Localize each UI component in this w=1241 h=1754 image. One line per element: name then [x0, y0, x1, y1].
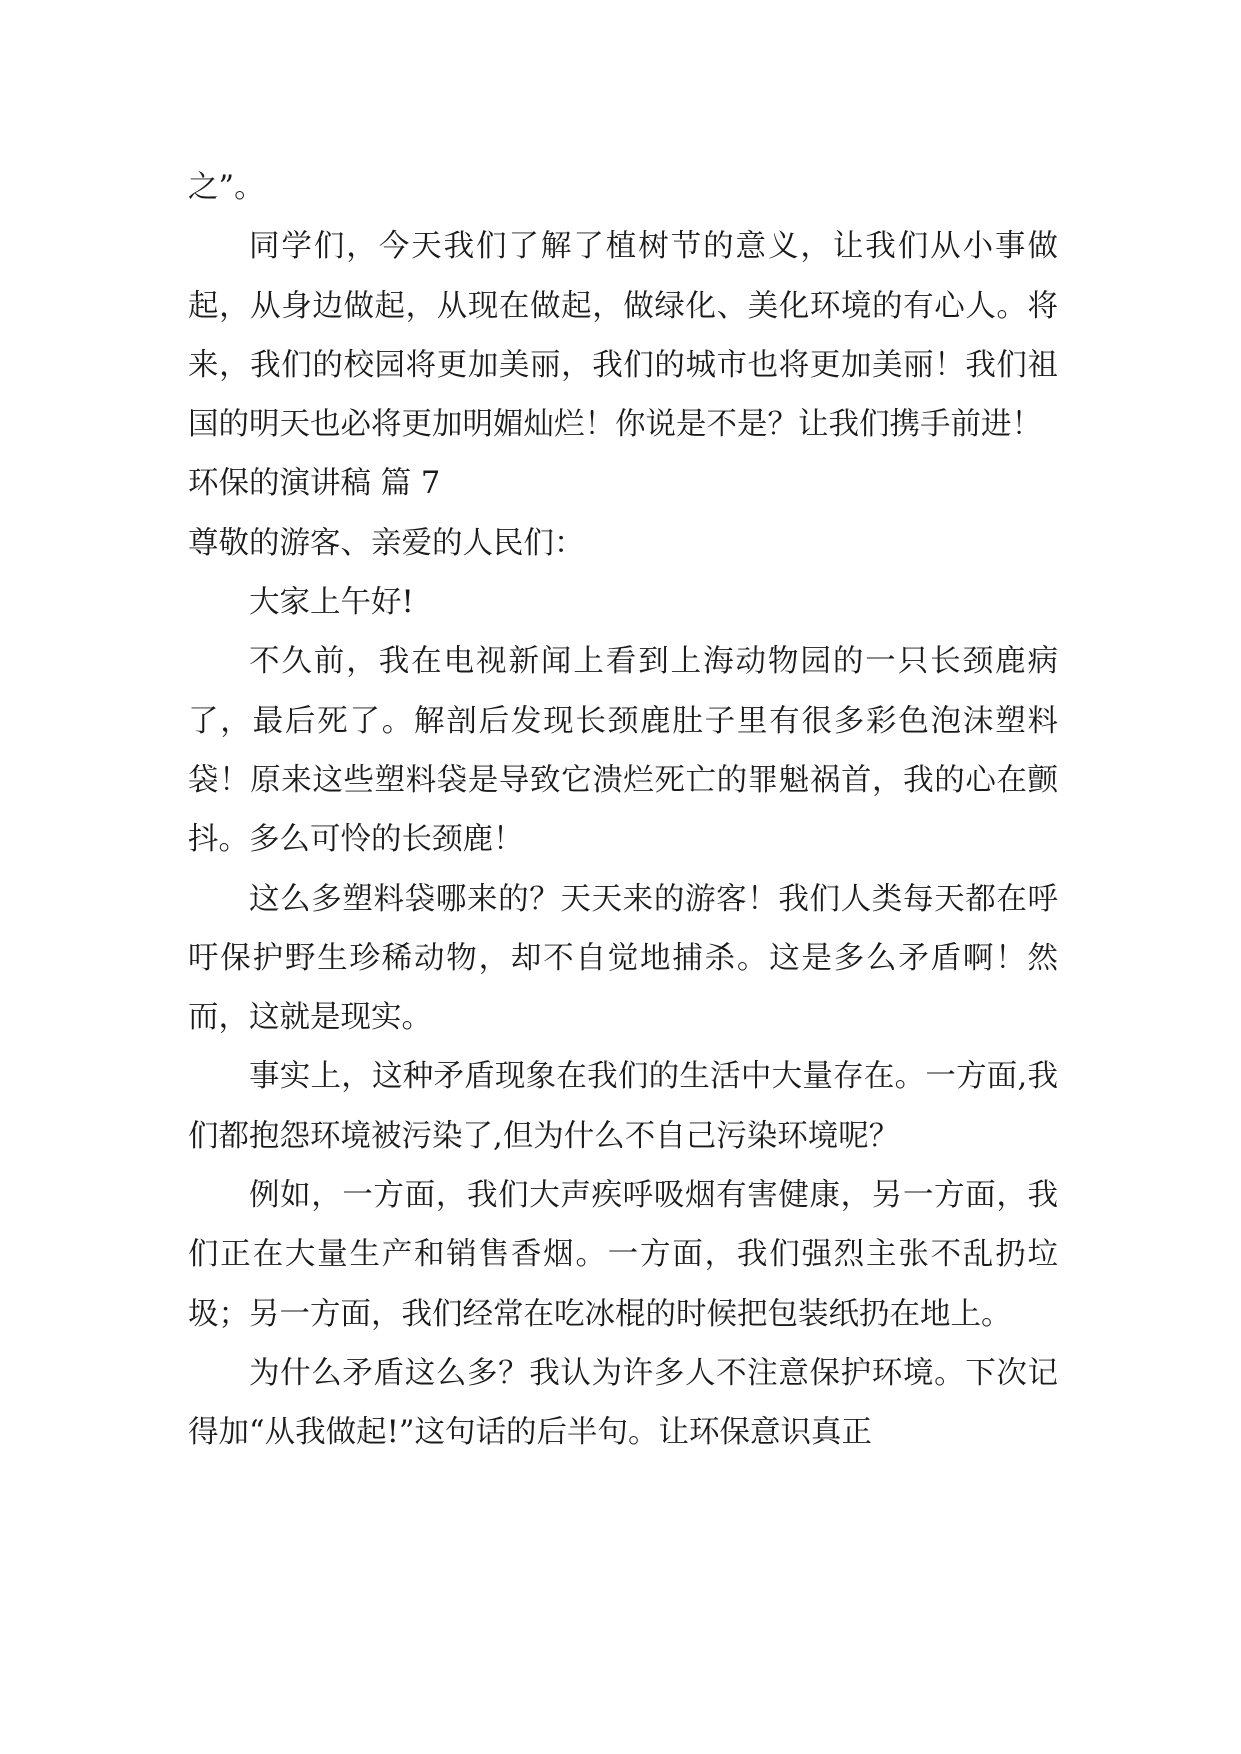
greeting: 大家上午好! — [249, 585, 414, 621]
paragraph-closing: 同学们，今天我们了解了植树节的意义，让我们从小事做起，从身边做起，从现在做起，做绿化、美化环境的有心人。将来，我们的校园将更加美丽，我们的城市也将更加美丽！我们祖国的明天也必将更加明媚灿烂！你说是不是？让我们携手前进！ — [188, 229, 1058, 443]
paragraph-continuation: 之”。 — [188, 170, 265, 205]
salutation: 尊敬的游客、亲爱的人民们： — [188, 525, 585, 561]
document-body — [188, 158, 1058, 1463]
paragraph-giraffe: 不久前，我在电视新闻上看到上海动物园的一只长颈鹿病了，最后死了。解剖后发现长颈鹿肚子里有很多彩色泡沫塑料袋！原来这些塑料袋是导致它溃烂死亡的罪魁祸首，我的心在颤抖。多么可怜的长颈鹿！ — [188, 644, 1058, 858]
paragraph-example: 例如，一方面，我们大声疾呼吸烟有害健康，另一方面，我们正在大量生产和销售香烟。一方面，我们强烈主张不乱扔垃圾；另一方面，我们经常在吃冰棍的时候把包装纸扔在地上。 — [188, 1178, 1058, 1332]
paragraph-contradiction: 事实上，这种矛盾现象在我们的生活中大量存在。一方面,我们都抱怨环境被污染了,但为什么不自己污染环境呢？ — [188, 1059, 1058, 1154]
section-heading: 环保的演讲稿 篇 7 — [188, 466, 441, 502]
paragraph-why: 为什么矛盾这么多？我认为许多人不注意保护环境。下次记得加“从我做起!”这句话的后半句。让环保意识真正 — [188, 1355, 1058, 1451]
paragraph-plastic-bags: 这么多塑料袋哪来的？天天来的游客！我们人类每天都在呼吁保护野生珍稀动物，却不自觉地捕杀。这是多么矛盾啊！然而，这就是现实。 — [188, 881, 1058, 1036]
